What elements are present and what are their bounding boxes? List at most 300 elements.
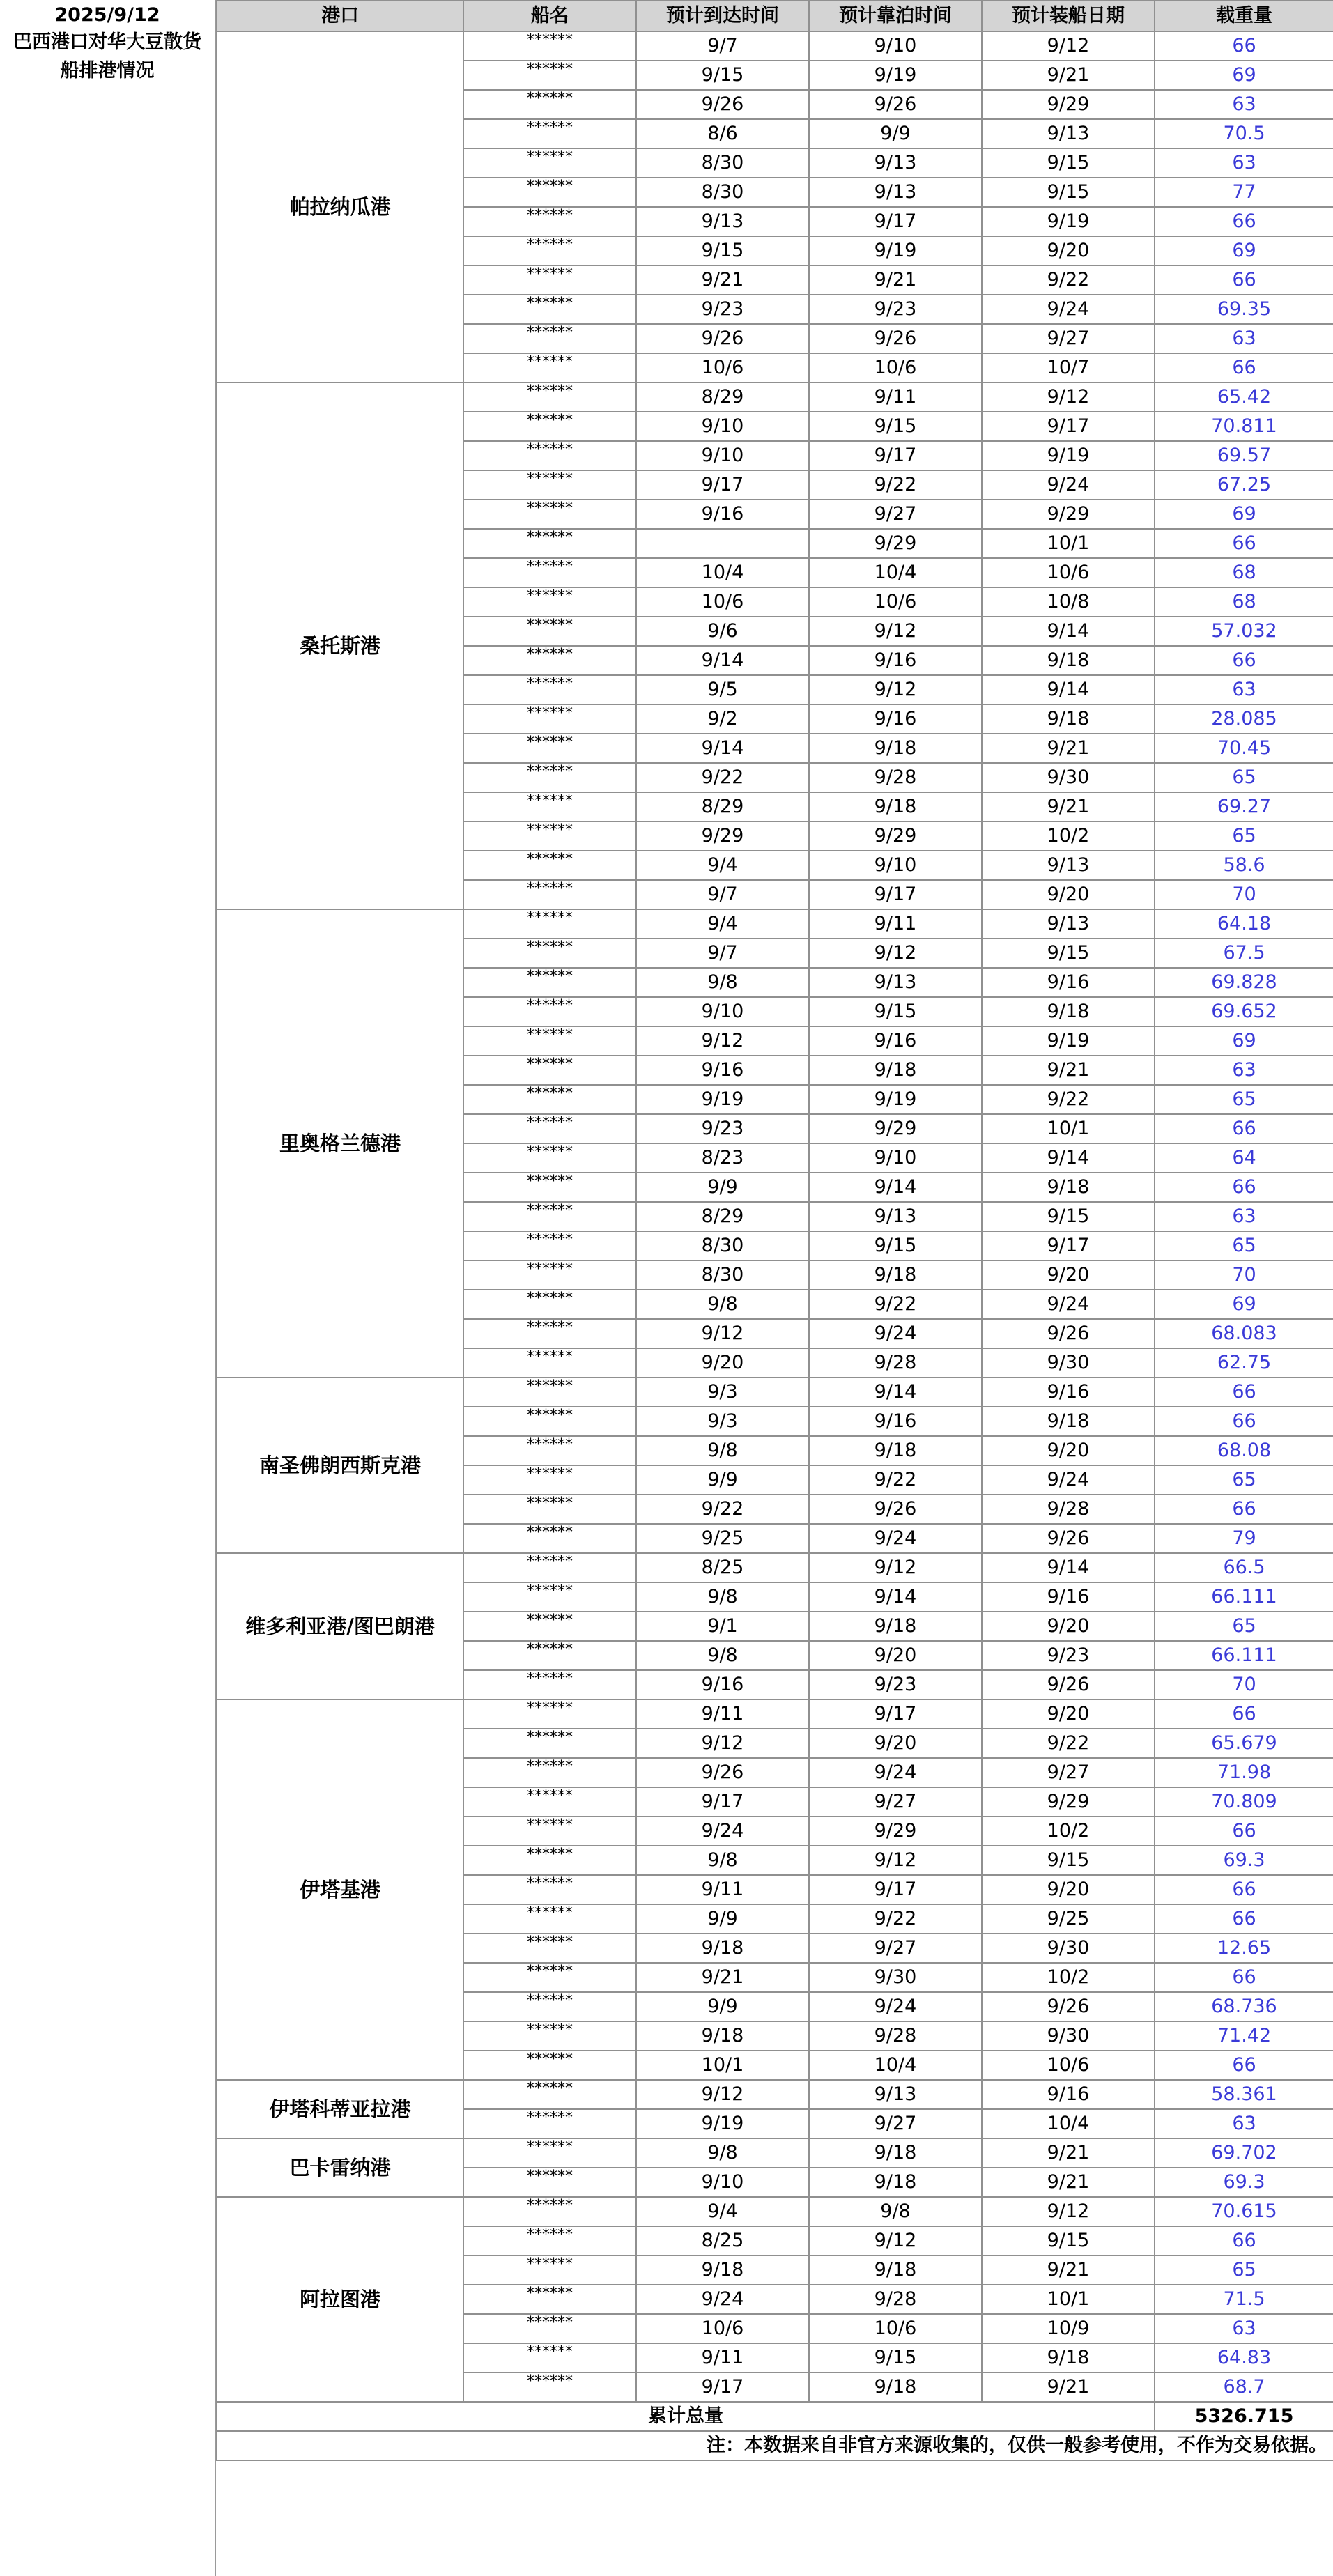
ship-name-cell: ****** — [463, 1348, 636, 1378]
tonnage-cell: 69.702 — [1155, 2138, 1333, 2168]
tonnage-cell: 70 — [1155, 880, 1333, 909]
eta-cell: 8/23 — [636, 1143, 809, 1173]
header-ship: 船名 — [463, 1, 636, 31]
tonnage-cell: 63 — [1155, 90, 1333, 119]
load-date-cell: 9/20 — [982, 1875, 1155, 1904]
ship-name-cell: ****** — [463, 1260, 636, 1290]
ship-name-cell: ****** — [463, 734, 636, 763]
eta-cell: 9/9 — [636, 1465, 809, 1495]
tonnage-cell: 67.25 — [1155, 470, 1333, 500]
ship-name-cell: ****** — [463, 1378, 636, 1407]
eta-cell: 9/15 — [636, 236, 809, 265]
load-date-cell: 10/6 — [982, 558, 1155, 587]
load-date-cell: 9/14 — [982, 617, 1155, 646]
eta-cell: 8/30 — [636, 1231, 809, 1260]
tonnage-cell: 65.42 — [1155, 383, 1333, 412]
eta-cell: 9/1 — [636, 1612, 809, 1641]
ship-name-cell: ****** — [463, 1612, 636, 1641]
berth-cell: 9/26 — [809, 324, 982, 353]
load-date-cell: 9/26 — [982, 1992, 1155, 2021]
load-date-cell: 9/30 — [982, 1348, 1155, 1378]
berth-cell: 9/28 — [809, 2285, 982, 2314]
tonnage-cell: 66 — [1155, 1114, 1333, 1143]
ship-name-cell: ****** — [463, 1904, 636, 1934]
load-date-cell: 9/16 — [982, 968, 1155, 997]
load-date-cell: 9/20 — [982, 880, 1155, 909]
load-date-cell: 9/27 — [982, 324, 1155, 353]
eta-cell: 9/26 — [636, 1758, 809, 1787]
load-date-cell: 9/12 — [982, 383, 1155, 412]
tonnage-cell: 79 — [1155, 1524, 1333, 1553]
ship-name-cell: ****** — [463, 2021, 636, 2051]
ship-name-cell: ****** — [463, 558, 636, 587]
port-name-cell: 阿拉图港 — [217, 2197, 463, 2402]
berth-cell: 9/22 — [809, 1465, 982, 1495]
load-date-cell: 9/15 — [982, 1846, 1155, 1875]
ship-name-cell: ****** — [463, 441, 636, 470]
load-date-cell: 10/2 — [982, 1817, 1155, 1846]
table-row — [217, 1378, 1333, 1407]
tonnage-cell: 66 — [1155, 1173, 1333, 1202]
tonnage-cell: 66 — [1155, 31, 1333, 61]
tonnage-cell: 71.98 — [1155, 1758, 1333, 1787]
berth-cell: 9/18 — [809, 2138, 982, 2168]
ship-name-cell: ****** — [463, 1114, 636, 1143]
eta-cell: 9/26 — [636, 90, 809, 119]
ship-name-cell: ****** — [463, 1202, 636, 1231]
berth-cell: 9/29 — [809, 1817, 982, 1846]
eta-cell: 9/7 — [636, 939, 809, 968]
berth-cell: 9/13 — [809, 148, 982, 178]
tonnage-cell: 66 — [1155, 1407, 1333, 1436]
tonnage-cell: 64 — [1155, 1143, 1333, 1173]
ship-name-cell: ****** — [463, 2080, 636, 2109]
eta-cell: 8/29 — [636, 1202, 809, 1231]
tonnage-cell: 70.5 — [1155, 119, 1333, 148]
load-date-cell: 9/20 — [982, 1699, 1155, 1729]
berth-cell: 9/17 — [809, 1699, 982, 1729]
port-name-cell: 里奥格兰德港 — [217, 909, 463, 1378]
eta-cell: 9/8 — [636, 2138, 809, 2168]
berth-cell: 9/18 — [809, 792, 982, 822]
load-date-cell: 9/22 — [982, 1729, 1155, 1758]
eta-cell: 8/30 — [636, 148, 809, 178]
berth-cell: 9/18 — [809, 1436, 982, 1465]
ship-name-cell: ****** — [463, 61, 636, 90]
tonnage-cell: 63 — [1155, 2109, 1333, 2138]
berth-cell: 9/14 — [809, 1173, 982, 1202]
load-date-cell: 9/26 — [982, 1319, 1155, 1348]
tonnage-cell: 28.085 — [1155, 704, 1333, 734]
tonnage-cell: 63 — [1155, 2314, 1333, 2343]
berth-cell: 9/27 — [809, 1934, 982, 1963]
load-date-cell: 10/1 — [982, 529, 1155, 558]
tonnage-cell: 68.083 — [1155, 1319, 1333, 1348]
load-date-cell: 9/16 — [982, 2080, 1155, 2109]
berth-cell: 9/15 — [809, 412, 982, 441]
tonnage-cell: 68.08 — [1155, 1436, 1333, 1465]
eta-cell — [636, 529, 809, 558]
table-row — [217, 2197, 1333, 2226]
eta-cell: 9/18 — [636, 2021, 809, 2051]
eta-cell: 9/11 — [636, 1875, 809, 1904]
tonnage-cell: 69 — [1155, 236, 1333, 265]
load-date-cell: 9/18 — [982, 646, 1155, 675]
sidebar — [0, 0, 216, 2576]
table-row — [217, 1553, 1333, 1582]
ship-name-cell: ****** — [463, 295, 636, 324]
tonnage-cell: 62.75 — [1155, 1348, 1333, 1378]
berth-cell: 9/24 — [809, 1524, 982, 1553]
tonnage-cell: 64.18 — [1155, 909, 1333, 939]
tonnage-cell: 69.57 — [1155, 441, 1333, 470]
berth-cell: 9/13 — [809, 1202, 982, 1231]
berth-cell: 9/18 — [809, 1056, 982, 1085]
berth-cell: 9/19 — [809, 61, 982, 90]
eta-cell: 9/3 — [636, 1378, 809, 1407]
load-date-cell: 9/21 — [982, 2255, 1155, 2285]
ship-name-cell: ****** — [463, 1553, 636, 1582]
tonnage-cell: 66 — [1155, 1817, 1333, 1846]
load-date-cell: 9/15 — [982, 2226, 1155, 2255]
tonnage-cell: 66 — [1155, 265, 1333, 295]
port-name-cell: 维多利亚港/图巴朗港 — [217, 1553, 463, 1699]
berth-cell: 9/26 — [809, 1495, 982, 1524]
berth-cell: 9/24 — [809, 1992, 982, 2021]
berth-cell: 9/13 — [809, 2080, 982, 2109]
berth-cell: 9/21 — [809, 265, 982, 295]
ship-name-cell: ****** — [463, 1758, 636, 1787]
berth-cell: 9/19 — [809, 236, 982, 265]
ship-name-cell: ****** — [463, 1670, 636, 1699]
table-row — [217, 2138, 1333, 2168]
eta-cell: 9/19 — [636, 1085, 809, 1114]
berth-cell: 9/27 — [809, 500, 982, 529]
berth-cell: 9/14 — [809, 1378, 982, 1407]
ship-name-cell: ****** — [463, 119, 636, 148]
report-title: 巴西港口对华大豆散货船排港情况 — [13, 31, 201, 82]
load-date-cell: 10/1 — [982, 2285, 1155, 2314]
ship-name-cell: ****** — [463, 178, 636, 207]
ship-name-cell: ****** — [463, 412, 636, 441]
load-date-cell: 10/8 — [982, 587, 1155, 617]
tonnage-cell: 63 — [1155, 148, 1333, 178]
load-date-cell: 9/19 — [982, 207, 1155, 236]
berth-cell: 9/16 — [809, 704, 982, 734]
load-date-cell: 9/19 — [982, 441, 1155, 470]
load-date-cell: 9/21 — [982, 2168, 1155, 2197]
berth-cell: 9/15 — [809, 2343, 982, 2373]
header-port: 港口 — [217, 1, 463, 31]
berth-cell: 9/11 — [809, 383, 982, 412]
ship-name-cell: ****** — [463, 1787, 636, 1817]
ship-name-cell: ****** — [463, 1085, 636, 1114]
load-date-cell: 9/17 — [982, 412, 1155, 441]
eta-cell: 8/29 — [636, 383, 809, 412]
tonnage-cell: 66 — [1155, 646, 1333, 675]
ship-name-cell: ****** — [463, 2255, 636, 2285]
tonnage-cell: 69.3 — [1155, 1846, 1333, 1875]
port-name-cell: 巴卡雷纳港 — [217, 2138, 463, 2197]
berth-cell: 9/22 — [809, 1290, 982, 1319]
berth-cell: 9/29 — [809, 822, 982, 851]
load-date-cell: 9/18 — [982, 2343, 1155, 2373]
berth-cell: 9/29 — [809, 1114, 982, 1143]
load-date-cell: 9/18 — [982, 1173, 1155, 1202]
ship-name-cell: ****** — [463, 265, 636, 295]
load-date-cell: 9/27 — [982, 1758, 1155, 1787]
eta-cell: 8/25 — [636, 1553, 809, 1582]
ship-name-cell: ****** — [463, 1846, 636, 1875]
total-value: 5326.715 — [1155, 2402, 1333, 2431]
tonnage-cell: 57.032 — [1155, 617, 1333, 646]
tonnage-cell: 69.35 — [1155, 295, 1333, 324]
load-date-cell: 9/24 — [982, 295, 1155, 324]
load-date-cell: 9/20 — [982, 1436, 1155, 1465]
tonnage-cell: 63 — [1155, 1056, 1333, 1085]
berth-cell: 9/18 — [809, 1612, 982, 1641]
eta-cell: 9/22 — [636, 1495, 809, 1524]
tonnage-cell: 68.736 — [1155, 1992, 1333, 2021]
eta-cell: 9/25 — [636, 1524, 809, 1553]
load-date-cell: 9/21 — [982, 792, 1155, 822]
berth-cell: 10/6 — [809, 353, 982, 383]
eta-cell: 9/4 — [636, 851, 809, 880]
eta-cell: 9/5 — [636, 675, 809, 704]
tonnage-cell: 66 — [1155, 2226, 1333, 2255]
berth-cell: 9/10 — [809, 1143, 982, 1173]
port-name-cell: 南圣佛朗西斯克港 — [217, 1378, 463, 1553]
berth-cell: 10/4 — [809, 558, 982, 587]
ship-name-cell: ****** — [463, 1026, 636, 1056]
port-name-cell: 桑托斯港 — [217, 383, 463, 909]
berth-cell: 9/12 — [809, 675, 982, 704]
berth-cell: 10/6 — [809, 587, 982, 617]
berth-cell: 9/17 — [809, 1875, 982, 1904]
load-date-cell: 9/15 — [982, 1202, 1155, 1231]
ship-name-cell: ****** — [463, 2197, 636, 2226]
tonnage-cell: 58.361 — [1155, 2080, 1333, 2109]
ship-name-cell: ****** — [463, 1699, 636, 1729]
eta-cell: 9/12 — [636, 1729, 809, 1758]
berth-cell: 9/19 — [809, 1085, 982, 1114]
eta-cell: 9/17 — [636, 2373, 809, 2402]
berth-cell: 9/28 — [809, 763, 982, 792]
eta-cell: 9/11 — [636, 1699, 809, 1729]
ship-name-cell: ****** — [463, 1407, 636, 1436]
eta-cell: 9/10 — [636, 997, 809, 1026]
tonnage-cell: 69 — [1155, 1290, 1333, 1319]
berth-cell: 9/16 — [809, 1026, 982, 1056]
tonnage-cell: 66 — [1155, 1495, 1333, 1524]
ship-name-cell: ****** — [463, 2343, 636, 2373]
tonnage-cell: 69 — [1155, 500, 1333, 529]
eta-cell: 9/9 — [636, 1992, 809, 2021]
eta-cell: 9/10 — [636, 412, 809, 441]
tonnage-cell: 65 — [1155, 822, 1333, 851]
header-load-date: 预计装船日期 — [982, 1, 1155, 31]
tonnage-cell: 70 — [1155, 1260, 1333, 1290]
ship-name-cell: ****** — [463, 2109, 636, 2138]
berth-cell: 9/18 — [809, 2168, 982, 2197]
tonnage-cell: 66.5 — [1155, 1553, 1333, 1582]
tonnage-cell: 66 — [1155, 353, 1333, 383]
ship-name-cell: ****** — [463, 2051, 636, 2080]
tonnage-cell: 65.679 — [1155, 1729, 1333, 1758]
eta-cell: 10/1 — [636, 2051, 809, 2080]
eta-cell: 9/22 — [636, 763, 809, 792]
header-tonnage: 载重量 — [1155, 1, 1333, 31]
load-date-cell: 9/15 — [982, 148, 1155, 178]
tonnage-cell: 69.828 — [1155, 968, 1333, 997]
eta-cell: 9/11 — [636, 2343, 809, 2373]
note-row — [217, 2431, 1333, 2460]
load-date-cell: 9/20 — [982, 1260, 1155, 1290]
eta-cell: 9/4 — [636, 909, 809, 939]
ship-name-cell: ****** — [463, 31, 636, 61]
load-date-cell: 10/1 — [982, 1114, 1155, 1143]
load-date-cell: 9/21 — [982, 2138, 1155, 2168]
berth-cell: 9/18 — [809, 1260, 982, 1290]
ship-name-cell: ****** — [463, 383, 636, 412]
berth-cell: 9/15 — [809, 997, 982, 1026]
tonnage-cell: 69 — [1155, 61, 1333, 90]
berth-cell: 9/26 — [809, 90, 982, 119]
load-date-cell: 9/22 — [982, 1085, 1155, 1114]
load-date-cell: 10/2 — [982, 822, 1155, 851]
ship-name-cell: ****** — [463, 646, 636, 675]
load-date-cell: 9/21 — [982, 2373, 1155, 2402]
port-name-cell: 伊塔科蒂亚拉港 — [217, 2080, 463, 2138]
berth-cell: 9/30 — [809, 1963, 982, 1992]
eta-cell: 9/8 — [636, 1436, 809, 1465]
load-date-cell: 9/14 — [982, 1143, 1155, 1173]
load-date-cell: 9/26 — [982, 1524, 1155, 1553]
eta-cell: 9/6 — [636, 617, 809, 646]
tonnage-cell: 70.811 — [1155, 412, 1333, 441]
load-date-cell: 9/18 — [982, 1407, 1155, 1436]
load-date-cell: 9/24 — [982, 470, 1155, 500]
load-date-cell: 9/15 — [982, 178, 1155, 207]
ship-name-cell: ****** — [463, 529, 636, 558]
berth-cell: 9/13 — [809, 178, 982, 207]
header-eta: 预计到达时间 — [636, 1, 809, 31]
load-date-cell: 9/13 — [982, 909, 1155, 939]
ship-name-cell: ****** — [463, 1231, 636, 1260]
load-date-cell: 9/20 — [982, 236, 1155, 265]
tonnage-cell: 66.111 — [1155, 1582, 1333, 1612]
berth-cell: 9/20 — [809, 1729, 982, 1758]
table-row — [217, 1699, 1333, 1729]
berth-cell: 9/28 — [809, 1348, 982, 1378]
eta-cell: 10/4 — [636, 558, 809, 587]
load-date-cell: 9/29 — [982, 1787, 1155, 1817]
eta-cell: 9/8 — [636, 1290, 809, 1319]
ship-name-cell: ****** — [463, 1582, 636, 1612]
ship-name-cell: ****** — [463, 207, 636, 236]
ship-name-cell: ****** — [463, 1875, 636, 1904]
berth-cell: 9/23 — [809, 1670, 982, 1699]
ship-name-cell: ****** — [463, 1729, 636, 1758]
eta-cell: 9/8 — [636, 968, 809, 997]
berth-cell: 9/18 — [809, 2373, 982, 2402]
load-date-cell: 9/30 — [982, 763, 1155, 792]
load-date-cell: 9/17 — [982, 1231, 1155, 1260]
eta-cell: 8/30 — [636, 1260, 809, 1290]
ship-name-cell: ****** — [463, 148, 636, 178]
ship-name-cell: ****** — [463, 1056, 636, 1085]
ship-name-cell: ****** — [463, 2373, 636, 2402]
berth-cell: 9/8 — [809, 2197, 982, 2226]
berth-cell: 9/28 — [809, 2021, 982, 2051]
ship-name-cell: ****** — [463, 792, 636, 822]
ship-name-cell: ****** — [463, 1963, 636, 1992]
tonnage-cell: 66 — [1155, 1875, 1333, 1904]
eta-cell: 9/24 — [636, 2285, 809, 2314]
berth-cell: 9/20 — [809, 1641, 982, 1670]
load-date-cell: 9/24 — [982, 1290, 1155, 1319]
eta-cell: 9/12 — [636, 1319, 809, 1348]
ship-name-cell: ****** — [463, 2226, 636, 2255]
load-date-cell: 10/9 — [982, 2314, 1155, 2343]
tonnage-cell: 65 — [1155, 1612, 1333, 1641]
berth-cell: 9/18 — [809, 734, 982, 763]
ship-name-cell: ****** — [463, 2314, 636, 2343]
tonnage-cell: 68.7 — [1155, 2373, 1333, 2402]
header-row — [217, 1, 1333, 31]
load-date-cell: 10/7 — [982, 353, 1155, 383]
eta-cell: 9/29 — [636, 822, 809, 851]
eta-cell: 9/23 — [636, 295, 809, 324]
load-date-cell: 9/23 — [982, 1641, 1155, 1670]
ship-name-cell: ****** — [463, 1465, 636, 1495]
berth-cell: 10/6 — [809, 2314, 982, 2343]
load-date-cell: 9/18 — [982, 997, 1155, 1026]
tonnage-cell: 70.615 — [1155, 2197, 1333, 2226]
eta-cell: 9/13 — [636, 207, 809, 236]
load-date-cell: 9/14 — [982, 675, 1155, 704]
tonnage-cell: 66 — [1155, 1699, 1333, 1729]
tonnage-cell: 63 — [1155, 324, 1333, 353]
tonnage-cell: 64.83 — [1155, 2343, 1333, 2373]
ship-name-cell: ****** — [463, 1290, 636, 1319]
eta-cell: 10/6 — [636, 2314, 809, 2343]
tonnage-cell: 70.809 — [1155, 1787, 1333, 1817]
eta-cell: 8/30 — [636, 178, 809, 207]
eta-cell: 9/18 — [636, 2255, 809, 2285]
berth-cell: 9/12 — [809, 1553, 982, 1582]
ship-name-cell: ****** — [463, 1143, 636, 1173]
berth-cell: 9/22 — [809, 470, 982, 500]
load-date-cell: 9/18 — [982, 704, 1155, 734]
eta-cell: 9/14 — [636, 646, 809, 675]
tonnage-cell: 69 — [1155, 1026, 1333, 1056]
eta-cell: 9/18 — [636, 1934, 809, 1963]
berth-cell: 9/17 — [809, 207, 982, 236]
ship-name-cell: ****** — [463, 90, 636, 119]
tonnage-cell: 63 — [1155, 1202, 1333, 1231]
load-date-cell: 9/22 — [982, 265, 1155, 295]
eta-cell: 9/3 — [636, 1407, 809, 1436]
tonnage-cell: 12.65 — [1155, 1934, 1333, 1963]
tonnage-cell: 68 — [1155, 587, 1333, 617]
berth-cell: 9/10 — [809, 31, 982, 61]
load-date-cell: 9/29 — [982, 90, 1155, 119]
report-date: 2025/9/12 — [54, 4, 160, 26]
load-date-cell: 9/20 — [982, 1612, 1155, 1641]
tonnage-cell: 71.5 — [1155, 2285, 1333, 2314]
ship-name-cell: ****** — [463, 236, 636, 265]
